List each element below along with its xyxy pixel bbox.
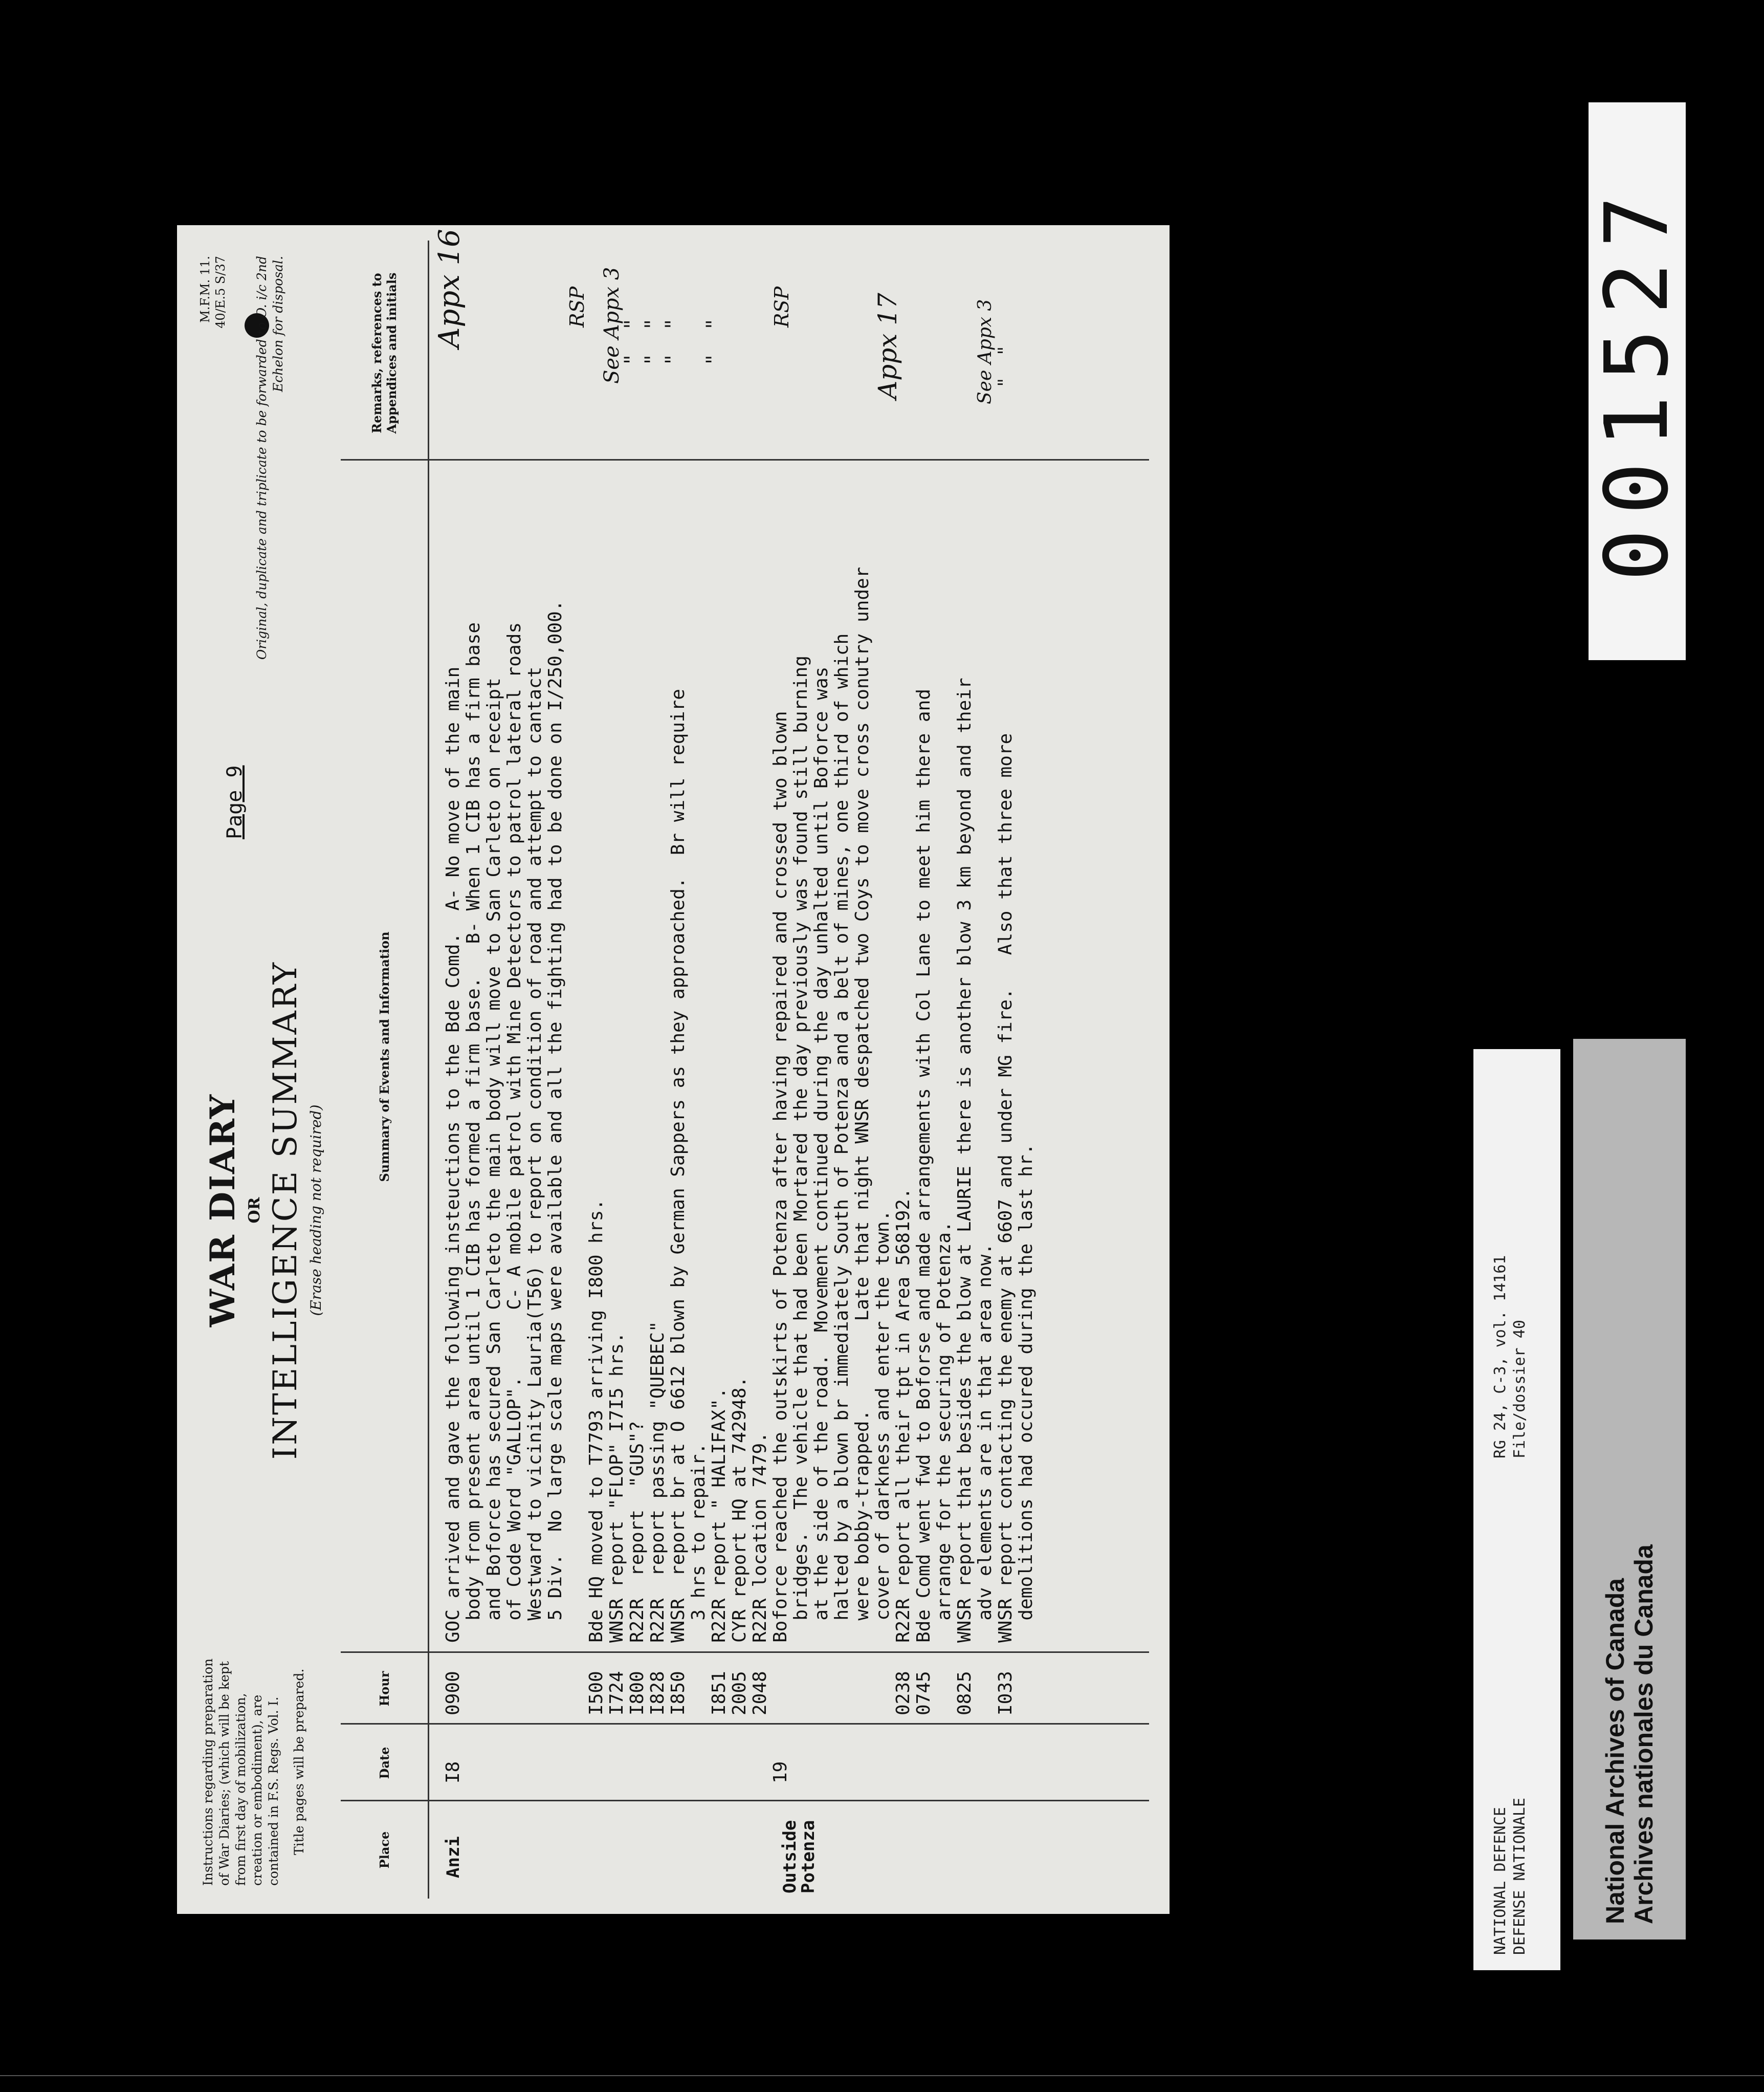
title-or: OR [246,1197,263,1224]
entry-bde-hq-reports: Bde HQ moved to T7793 arriving I800 hrs. WNSR report "FLOP" I7I5 hrs. R22R report "GUS"? R22R report passing "QUEBEC" WNSR report br at O 6612 blown by German Sappers as they approached. Br will require 3 hrs to repair. R22R report " HALIFAX". CYR report HQ at 742948. R22R location 7479. [586,689,770,1643]
col-hour: Hour [377,1671,392,1707]
title-note: (Erase heading not required) [307,1104,324,1316]
nd-english: NATIONAL DEFENCE [1491,1807,1509,1955]
divider [341,1723,1149,1725]
national-defence-label [1473,1049,1560,1970]
remark-rsp-2: RSP [770,286,793,328]
remark-appx16: Appx 16 [433,229,466,348]
form-code-text: 40/E.5 S/37 [213,256,228,329]
entry-r22r-wnsr-reports: R22R report all their tpt in Area 568192. Bde Comd went fwd to Boforse and made arrangements with Col Lane to meet him there and arrange for the securing of Potenza. WNSR report that besides the blow at LAURIE there is another blow 3 km beyond and their adv elements are in that area now. WNSR report contacting the enemy at 6607 and under MG fire. Also that three more demolitions had occured during the last hr. [893,678,1037,1643]
place-outside-potenza: Outside Potenza [780,1820,819,1893]
date-18: I8 [443,1761,464,1783]
file-ref: File/dossier 40 [1511,1320,1529,1458]
place-anzi: Anzi [443,1836,464,1878]
hours-group-2: I500 I724 I800 I828 I850 I851 2005 2048 [586,1671,770,1715]
date-19: 19 [770,1761,791,1783]
entry-goc-instructions: GOC arrived and gave the following insteuctions to the Bde Comd. A- No move of the main body from present area until 1 CIB has formed a firm base. B- When 1 CIB has a firm base and Boforce has secured San Carleto the main body will move to San Carleto on receipt of Code Word "GALLOP". C- A mobile patrol with Mine Detectors to patrol lateral roads Westward to vicinity Lauria(T56) to report on condition of road and attempt to cantact 5 Div. No large scale maps were available and all the fighting had to be done on I/250,000. [443,600,566,1643]
divider [341,459,1149,461]
remark-appx17: Appx 17 [873,293,902,399]
title-war-diary: WAR DIARY [203,1093,242,1327]
nac-english: National Archives of Canada [1601,1578,1629,1924]
col-remarks: Remarks, references to Appendices and initials [369,272,399,434]
remark-see-appx3-2: See Appx 3 " " [975,299,1016,404]
col-date: Date [377,1747,392,1779]
diary-title [203,814,324,1607]
header-rule [428,241,429,1899]
remark-rsp-1: RSP [566,286,588,328]
col-place: Place [377,1831,392,1869]
title-intelligence-summary: INTELLIGENCE SUMMARY [267,961,304,1460]
bottom-rule [0,2075,1764,2076]
hour-0900: 0900 [443,1671,464,1715]
divider [341,1651,1149,1653]
document-number: 001527 [1589,102,1686,660]
nd-french: DEFENSE NATIONALE [1511,1797,1529,1955]
divider [341,1800,1149,1801]
hours-group-4: 0238 0745 0825 I033 [893,1671,1016,1715]
nac-french: Archives nationales du Canada [1629,1544,1658,1924]
war-diary-page [177,225,1170,1914]
national-archives-label [1573,1039,1686,1940]
entry-boforce-potenza: Boforce reached the outskirts of Potenza after having repaired and crossed two blown bridges. The vehicle that had been Mortared the day previously was found still burning at the side of the road. Movement continued during the day unhalted until Boforce was halted by a blown br immediately South of Potenza and a belt of mines, one third of which were bobby-trapped. Late that night WNSR despatched two Coys to move cross conutry under cover of darkness and enter the town. [770,566,893,1643]
record-group-ref: RG 24, C-3, vol. 14161 [1491,1255,1509,1458]
original-note: Original, duplicate and triplicate to be forwarded to O. i/c 2nd Echelon for disposal. [254,256,285,660]
title-pages-note: Title pages will be prepared. [292,1668,306,1855]
remark-see-appx3: See Appx 3 " " " " " " " " [600,267,726,384]
instructions-note [200,1645,307,1886]
page-number: Page 9 [223,765,247,839]
col-summary: Summary of Events and Information [377,931,392,1182]
form-id [197,256,228,409]
instructions-text: Instructions regarding preparation of War Diaries; (which will be kept from first day of mobilization, creation or embodiment), are contained in F.S. Regs. Vol. I. [201,1658,281,1886]
form-id-text: M.F.M. 11. [198,256,212,323]
